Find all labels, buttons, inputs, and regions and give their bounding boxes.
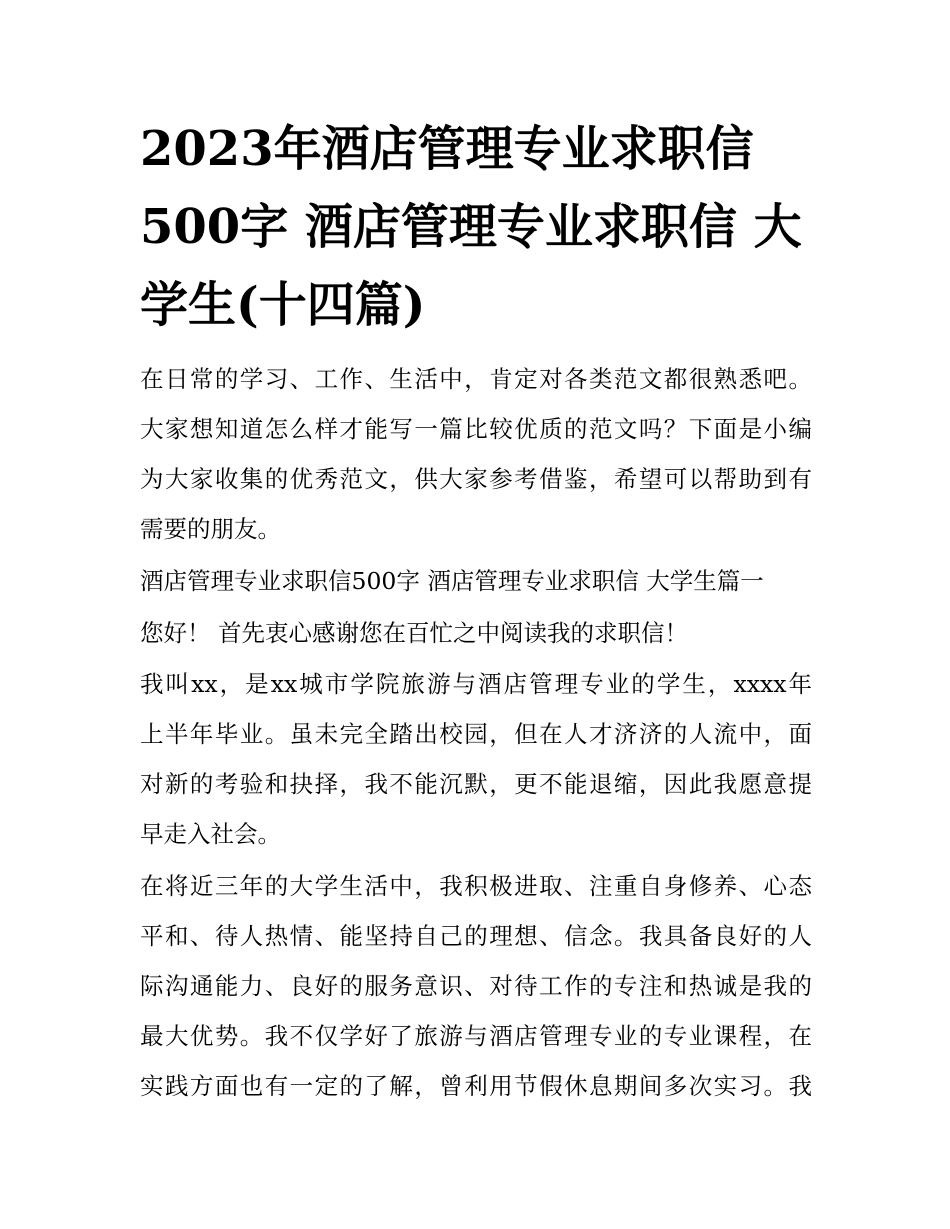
body-line-11: 在将近三年的大学生活中，我积极进取、注重自身修养、心态 (140, 872, 812, 900)
body-line-12: 平和、待人热情、能坚持自己的理想、信念。我具备良好的人 (140, 922, 812, 950)
body-line-8: 上半年毕业。虽未完全踏出校园，但在人才济济的人流中，面 (140, 720, 812, 748)
body-line-9: 对新的考验和抉择，我不能沉默，更不能退缩，因此我愿意提 (140, 770, 812, 798)
body-line-14: 最大优势。我不仅学好了旅游与酒店管理专业的专业课程，在 (140, 1022, 812, 1050)
body-line-3: 为大家收集的优秀范文，供大家参考借鉴，希望可以帮助到有 (140, 465, 812, 493)
body-line-6: 您好！ 首先衷心感谢您在百忙之中阅读我的求职信！ (140, 619, 688, 647)
title-line-1: 2023年酒店管理专业求职信 (140, 121, 754, 177)
body-line-5: 酒店管理专业求职信500字 酒店管理专业求职信 大学生篇一 (140, 567, 764, 595)
body-line-7: 我叫xx，是xx城市学院旅游与酒店管理专业的学生，xxxx年 (140, 670, 812, 698)
title-line-2: 500字 酒店管理专业求职信 大 (140, 199, 802, 255)
body-line-2: 大家想知道怎么样才能写一篇比较优质的范文吗？下面是小编 (140, 415, 812, 443)
body-line-1: 在日常的学习、工作、生活中，肯定对各类范文都很熟悉吧。 (140, 365, 812, 393)
body-line-15: 实践方面也有一定的了解，曾利用节假休息期间多次实习。我 (140, 1072, 812, 1100)
body-line-4: 需要的朋友。 (140, 515, 281, 543)
title-line-3: 学生(十四篇) (140, 277, 426, 333)
body-line-10: 早走入社会。 (140, 820, 281, 848)
body-line-13: 际沟通能力、良好的服务意识、对待工作的专注和热诚是我的 (140, 972, 812, 1000)
